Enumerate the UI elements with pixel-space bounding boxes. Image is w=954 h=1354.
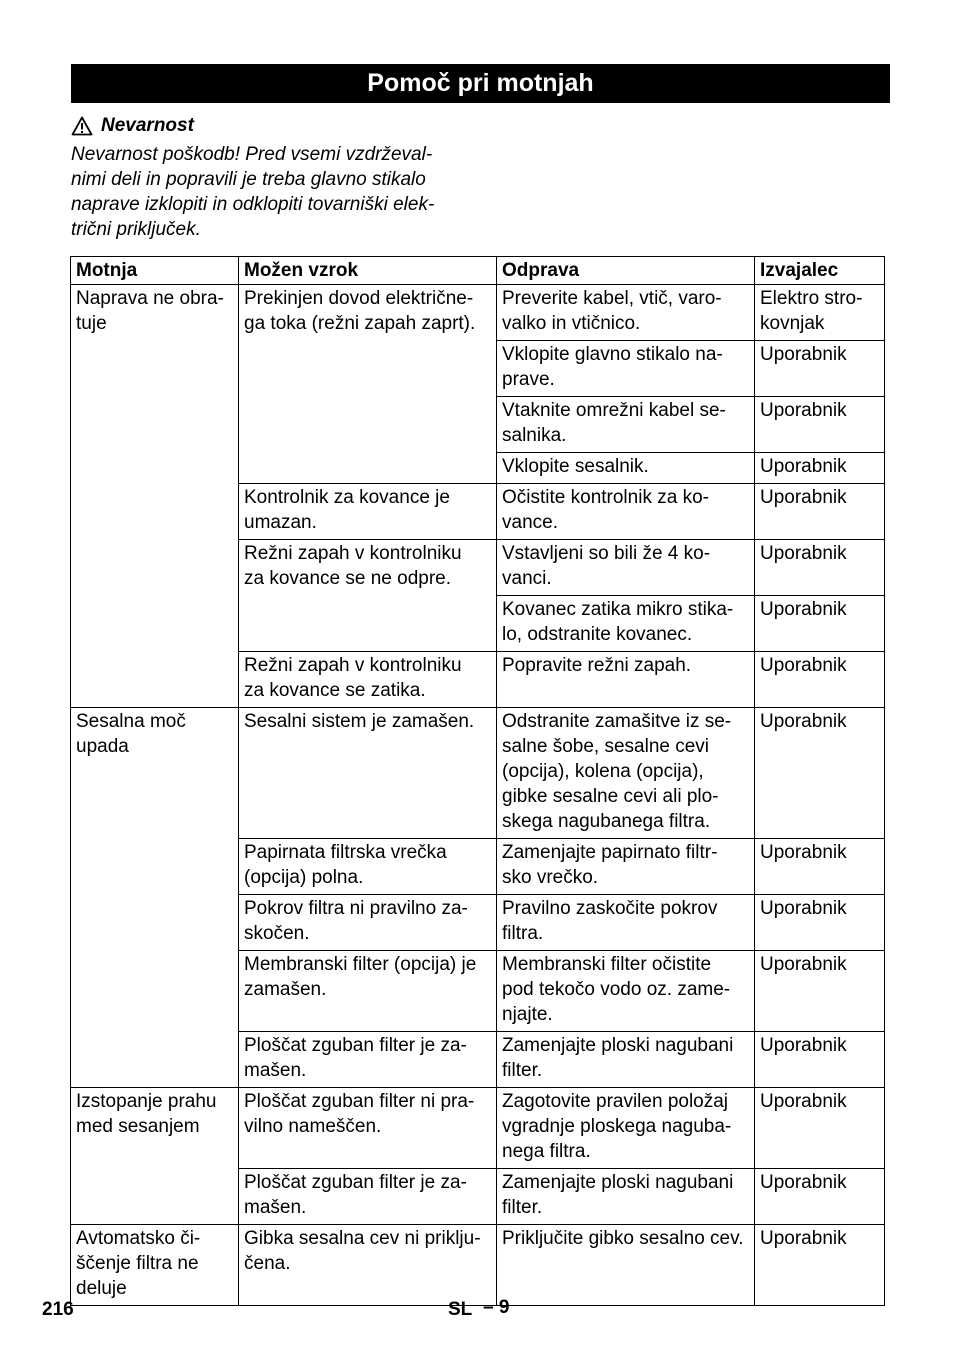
- cell-izvajalec: [755, 1088, 885, 1169]
- cell-line: valko in vtičnico.: [502, 313, 641, 334]
- cell-vzrok: [239, 708, 497, 839]
- cell-line: zamašen.: [244, 979, 327, 1000]
- cell-odprava: [497, 341, 755, 397]
- cell-line: med sesanjem: [76, 1116, 200, 1137]
- cell-line: mašen.: [244, 1197, 307, 1218]
- cell-izvajalec: [755, 540, 885, 596]
- cell-line: Odstranite zamašitve iz se-: [502, 711, 732, 732]
- header-vzrok: Možen vzrok: [239, 257, 497, 285]
- cell-odprava: [497, 895, 755, 951]
- cell-line: Uporabnik: [760, 487, 847, 508]
- header-odprava: Odprava: [497, 257, 755, 285]
- cell-vzrok: [239, 1088, 497, 1169]
- cell-line: Uporabnik: [760, 1035, 847, 1056]
- cell-izvajalec: [755, 285, 885, 341]
- cell-line: Uporabnik: [760, 711, 847, 732]
- cell-izvajalec: [755, 453, 885, 484]
- cell-vzrok: [239, 895, 497, 951]
- cell-odprava: [497, 1032, 755, 1088]
- cell-line: Uporabnik: [760, 1228, 847, 1249]
- cell-line: Uporabnik: [760, 543, 847, 564]
- cell-line: Avtomatsko či-: [76, 1228, 201, 1249]
- cell-vzrok: [239, 285, 497, 484]
- cell-line: Uporabnik: [760, 1172, 847, 1193]
- cell-line: ga toka (režni zapah zaprt).: [244, 313, 476, 334]
- cell-odprava: [497, 708, 755, 839]
- cell-izvajalec: [755, 1032, 885, 1088]
- table-row: [71, 1225, 885, 1306]
- cell-odprava: [497, 397, 755, 453]
- cell-line: Zamenjajte ploski nagubani: [502, 1172, 734, 1193]
- cell-vzrok: [239, 540, 497, 652]
- cell-line: Vtaknite omrežni kabel se-: [502, 400, 726, 421]
- cell-izvajalec: [755, 341, 885, 397]
- cell-line: vilno nameščen.: [244, 1116, 382, 1137]
- footer-page-number: 216: [42, 1299, 74, 1320]
- warning-text: [71, 142, 471, 242]
- cell-line: filter.: [502, 1197, 543, 1218]
- cell-line: Membranski filter očistite: [502, 954, 712, 975]
- cell-vzrok: [239, 1032, 497, 1088]
- page-title: Pomoč pri motnjah: [71, 64, 890, 103]
- cell-line: Uporabnik: [760, 1091, 847, 1112]
- cell-odprava: [497, 652, 755, 708]
- cell-line: vgradnje ploskega naguba-: [502, 1116, 732, 1137]
- cell-line: umazan.: [244, 512, 317, 533]
- cell-line: (opcija) polna.: [244, 867, 364, 888]
- cell-line: Preverite kabel, vtič, varo-: [502, 288, 722, 309]
- cell-izvajalec: [755, 1225, 885, 1306]
- cell-line: Uporabnik: [760, 599, 847, 620]
- cell-line: Gibka sesalna cev ni priklju-: [244, 1228, 481, 1249]
- cell-line: Uporabnik: [760, 898, 847, 919]
- cell-line: deluje: [76, 1278, 127, 1299]
- cell-izvajalec: [755, 1169, 885, 1225]
- cell-motnja: [71, 1088, 239, 1225]
- cell-line: Ploščat zguban filter je za-: [244, 1172, 467, 1193]
- cell-line: Ploščat zguban filter je za-: [244, 1035, 467, 1056]
- cell-line: mašen.: [244, 1060, 307, 1081]
- cell-line: Uporabnik: [760, 456, 847, 477]
- cell-line: njajte.: [502, 1004, 553, 1025]
- cell-vzrok: [239, 839, 497, 895]
- cell-izvajalec: [755, 951, 885, 1032]
- cell-line: (opcija), kolena (opcija),: [502, 761, 704, 782]
- table-header-row: [71, 257, 885, 285]
- cell-line: Papirnata filtrska vrečka: [244, 842, 447, 863]
- cell-line: lo, odstranite kovanec.: [502, 624, 693, 645]
- cell-izvajalec: [755, 652, 885, 708]
- cell-line: Kontrolnik za kovance je: [244, 487, 450, 508]
- cell-line: nega filtra.: [502, 1141, 591, 1162]
- troubleshooting-table: [70, 256, 885, 1306]
- cell-line: Uporabnik: [760, 842, 847, 863]
- table-row: [71, 285, 885, 341]
- cell-line: Zagotovite pravilen položaj: [502, 1091, 729, 1112]
- cell-odprava: [497, 839, 755, 895]
- cell-motnja: [71, 285, 239, 708]
- cell-odprava: [497, 484, 755, 540]
- cell-line: Vstavljeni so bili že 4 ko-: [502, 543, 711, 564]
- cell-line: ščenje filtra ne: [76, 1253, 199, 1274]
- warning-line: trični priključek.: [71, 219, 201, 240]
- table-row: [71, 1088, 885, 1169]
- cell-line: skočen.: [244, 923, 310, 944]
- cell-line: Popravite režni zapah.: [502, 655, 692, 676]
- cell-odprava: [497, 1225, 755, 1306]
- cell-line: gibke sesalne cevi ali plo-: [502, 786, 719, 807]
- cell-line: Vklopite sesalnik.: [502, 456, 649, 477]
- cell-line: Uporabnik: [760, 954, 847, 975]
- cell-odprava: [497, 453, 755, 484]
- cell-line: Prekinjen dovod električne-: [244, 288, 474, 309]
- table-row: [71, 708, 885, 839]
- cell-line: kovnjak: [760, 313, 825, 334]
- cell-line: Režni zapah v kontrolniku: [244, 655, 462, 676]
- cell-line: čena.: [244, 1253, 291, 1274]
- cell-vzrok: [239, 1225, 497, 1306]
- cell-odprava: [497, 540, 755, 596]
- cell-line: salne šobe, sesalne cevi: [502, 736, 710, 757]
- cell-izvajalec: [755, 839, 885, 895]
- cell-line: tuje: [76, 313, 107, 334]
- cell-line: prave.: [502, 369, 555, 390]
- warning-line: Nevarnost poškodb! Pred vsemi vzdrževal-: [71, 144, 433, 165]
- cell-line: Pravilno zaskočite pokrov: [502, 898, 718, 919]
- cell-izvajalec: [755, 708, 885, 839]
- cell-line: filter.: [502, 1060, 543, 1081]
- cell-izvajalec: [755, 596, 885, 652]
- cell-line: Zamenjajte papirnato filtr-: [502, 842, 718, 863]
- cell-vzrok: [239, 652, 497, 708]
- cell-line: upada: [76, 736, 129, 757]
- cell-line: Uporabnik: [760, 344, 847, 365]
- cell-vzrok: [239, 484, 497, 540]
- warning-heading-text: Nevarnost: [101, 115, 194, 136]
- cell-izvajalec: [755, 484, 885, 540]
- cell-odprava: [497, 1088, 755, 1169]
- cell-line: Elektro stro-: [760, 288, 863, 309]
- cell-line: Ploščat zguban filter ni pra-: [244, 1091, 475, 1112]
- cell-line: Uporabnik: [760, 400, 847, 421]
- cell-odprava: [497, 596, 755, 652]
- cell-line: Režni zapah v kontrolniku: [244, 543, 462, 564]
- warning-line: nimi deli in popravili je treba glavno stikalo: [71, 169, 426, 190]
- warning-triangle-icon: [71, 116, 93, 136]
- cell-line: Sesalna moč: [76, 711, 186, 732]
- cell-line: filtra.: [502, 923, 544, 944]
- warning-line: naprave izklopiti in odklopiti tovarniški elek-: [71, 194, 435, 215]
- cell-line: Zamenjajte ploski nagubani: [502, 1035, 734, 1056]
- cell-line: sko vrečko.: [502, 867, 599, 888]
- cell-line: salnika.: [502, 425, 567, 446]
- cell-line: Priključite gibko sesalno cev.: [502, 1228, 744, 1249]
- cell-motnja: [71, 1225, 239, 1306]
- cell-izvajalec: [755, 397, 885, 453]
- footer-sub-page: – 9: [483, 1297, 510, 1318]
- cell-line: pod tekočo vodo oz. zame-: [502, 979, 731, 1000]
- cell-line: Vklopite glavno stikalo na-: [502, 344, 723, 365]
- cell-izvajalec: [755, 895, 885, 951]
- cell-odprava: [497, 285, 755, 341]
- cell-line: Naprava ne obra-: [76, 288, 224, 309]
- cell-line: Uporabnik: [760, 655, 847, 676]
- cell-line: Kovanec zatika mikro stika-: [502, 599, 734, 620]
- header-izvajalec: Izvajalec: [755, 257, 885, 285]
- cell-motnja: [71, 708, 239, 1088]
- cell-odprava: [497, 1169, 755, 1225]
- cell-line: Izstopanje prahu: [76, 1091, 217, 1112]
- cell-odprava: [497, 951, 755, 1032]
- cell-line: vance.: [502, 512, 558, 533]
- warning-heading: [71, 114, 194, 138]
- cell-line: skega nagubanega filtra.: [502, 811, 711, 832]
- cell-line: za kovance se ne odpre.: [244, 568, 452, 589]
- cell-line: za kovance se zatika.: [244, 680, 426, 701]
- cell-line: vanci.: [502, 568, 552, 589]
- footer-language: SL: [448, 1299, 473, 1320]
- cell-line: Membranski filter (opcija) je: [244, 954, 477, 975]
- cell-line: Sesalni sistem je zamašen.: [244, 711, 475, 732]
- cell-vzrok: [239, 951, 497, 1032]
- cell-line: Pokrov filtra ni pravilno za-: [244, 898, 468, 919]
- header-motnja: Motnja: [71, 257, 239, 285]
- cell-vzrok: [239, 1169, 497, 1225]
- cell-line: Očistite kontrolnik za ko-: [502, 487, 709, 508]
